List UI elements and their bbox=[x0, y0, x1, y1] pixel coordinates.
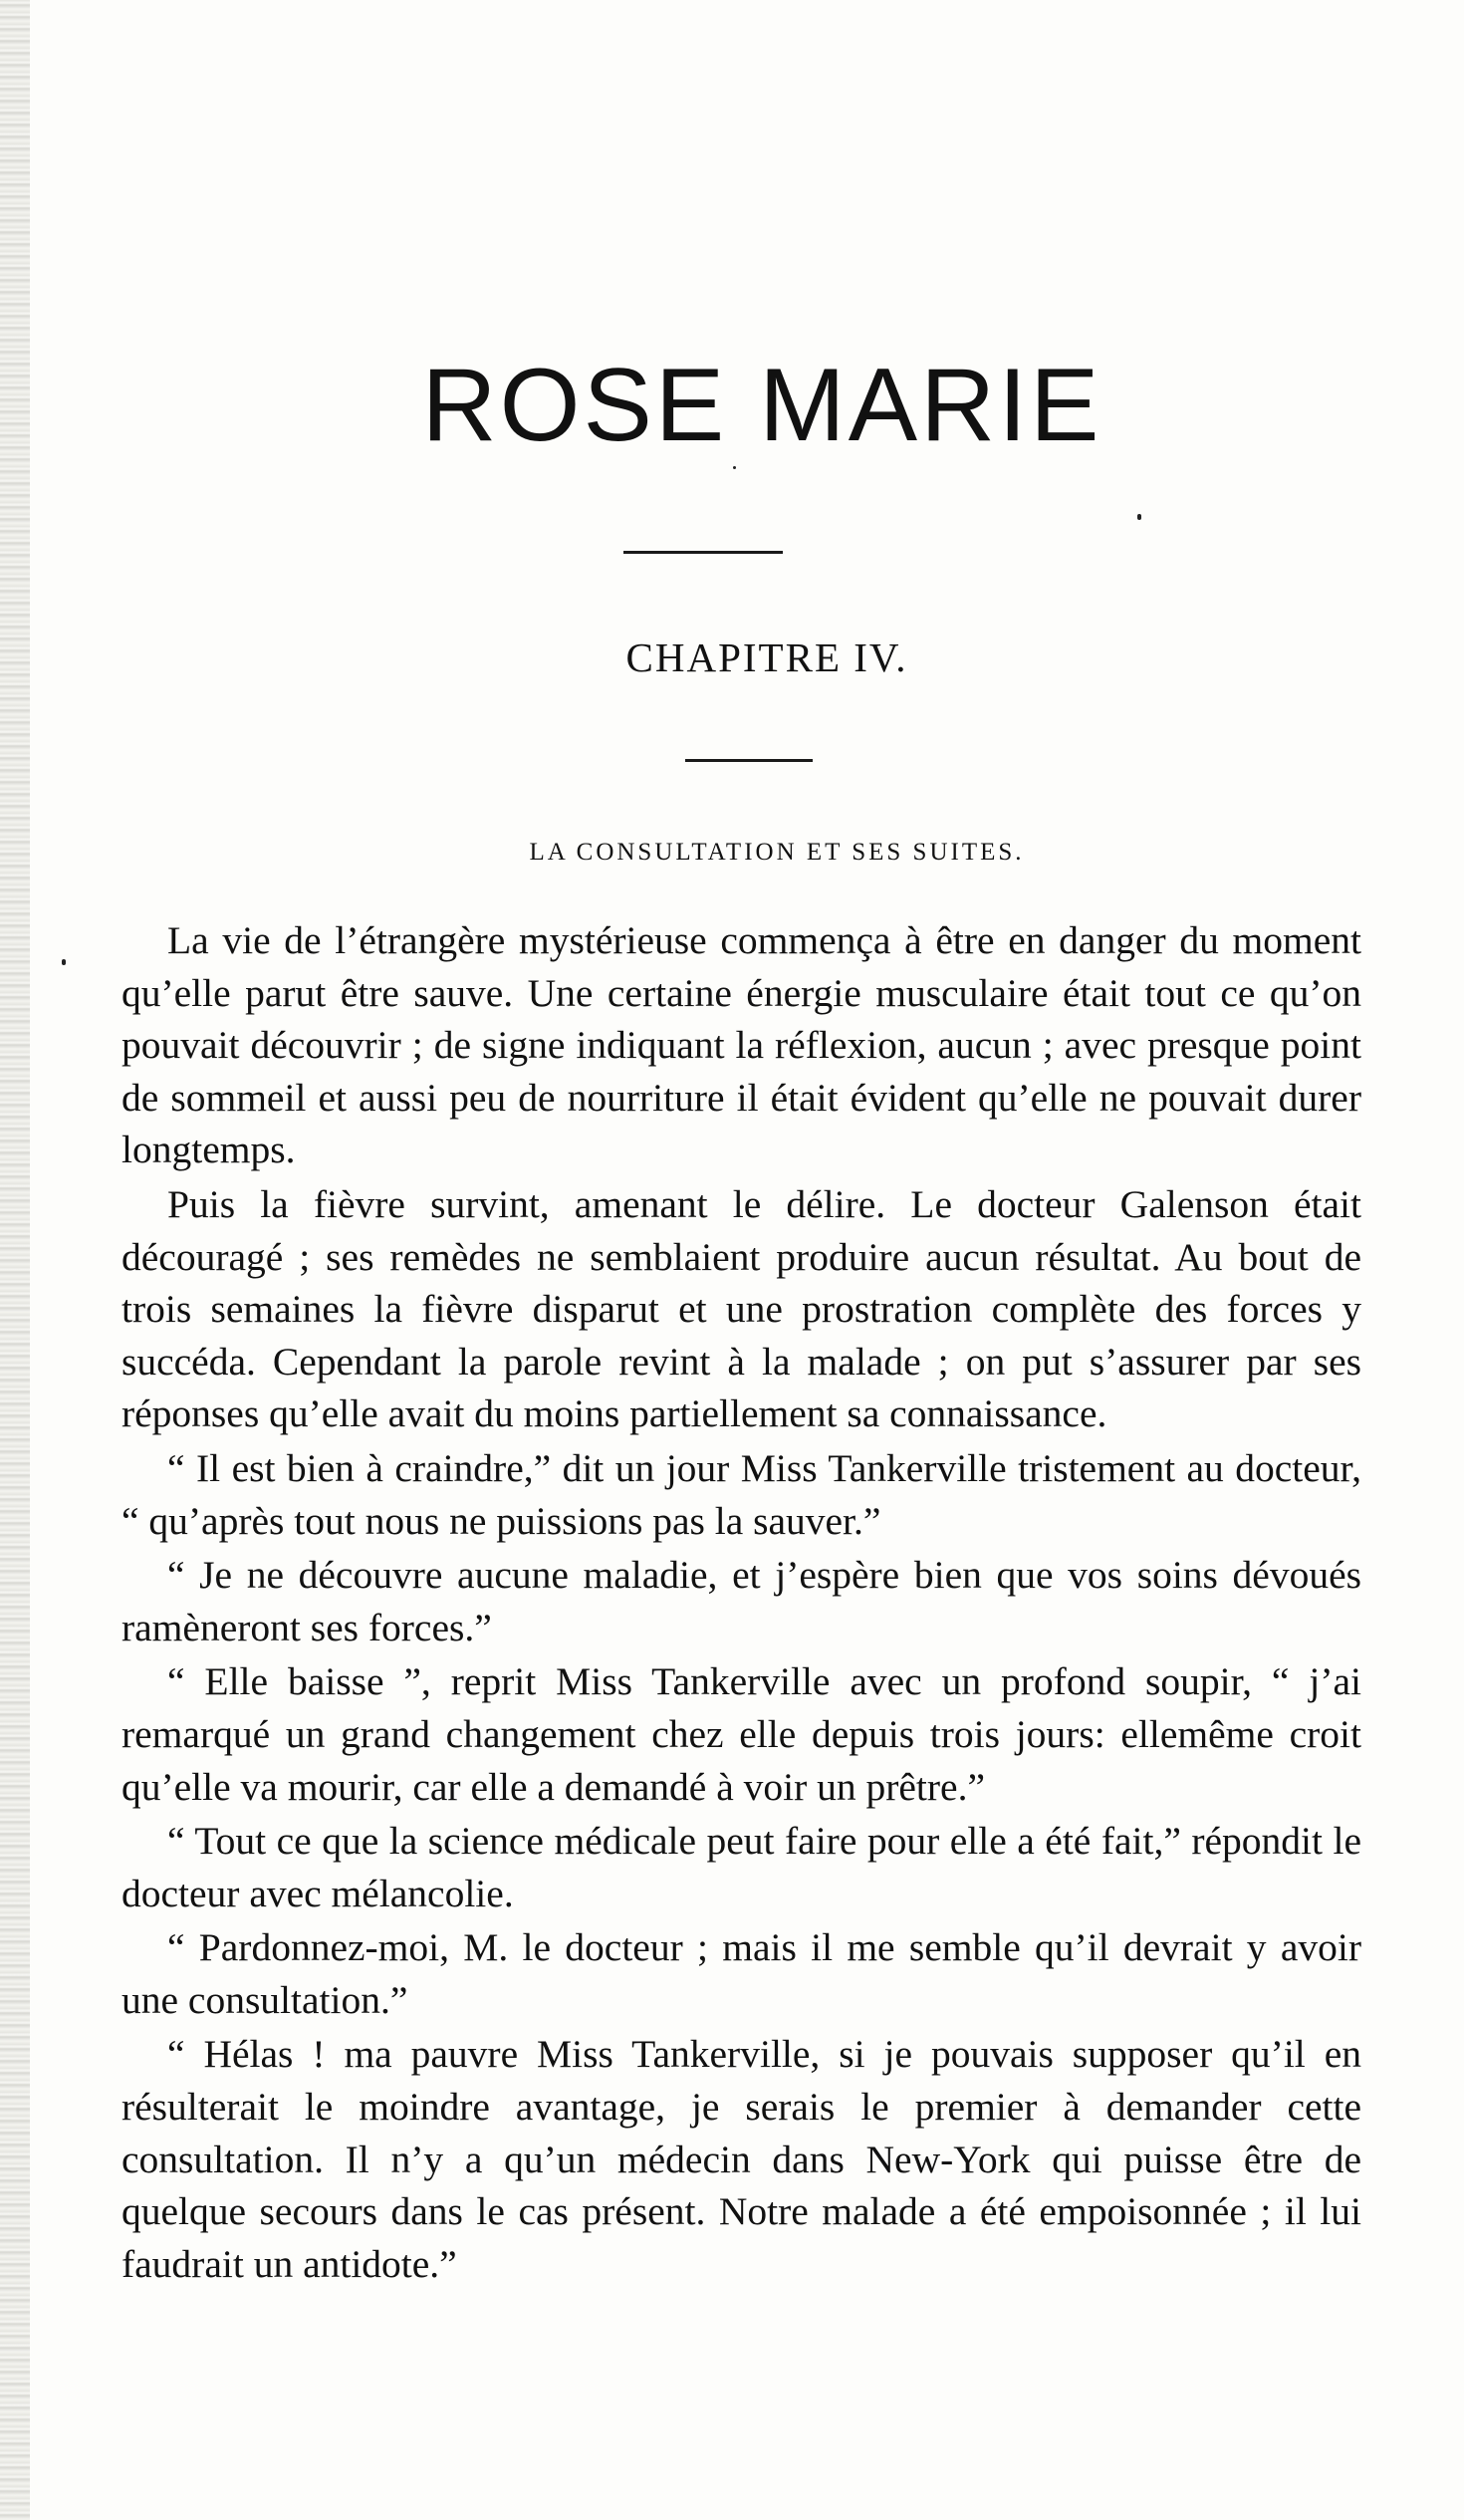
section-title: LA CONSULTATION ET SES SUITES. bbox=[529, 839, 1025, 866]
ink-speck bbox=[733, 466, 736, 469]
paragraph-8: “ Hélas ! ma pauvre Miss Tankerville, si je pouvais supposer qu’il en résulterait le moindre avantage, je serais le premier à demander cette consultation. Il n’y a qu’un médecin dans New-York qui puisse être de quelque secours dans le cas présent. Notre malade a été empoisonnée ; il lui faudrait un antidote.” bbox=[122, 2032, 1361, 2286]
paragraph-4: “ Je ne découvre aucune maladie, et j’espère bien que vos soins dévoués ramèneront ses forces.” bbox=[122, 1553, 1361, 1649]
ink-speck bbox=[1137, 514, 1141, 520]
book-title: ROSE MARIE bbox=[421, 348, 1102, 463]
paragraph-7: “ Pardonnez-moi, M. le docteur ; mais il me semble qu’il devrait y avoir une consultation.” bbox=[122, 1925, 1361, 2022]
ink-speck bbox=[62, 959, 66, 965]
paragraph-2: Puis la fièvre survint, amenant le délire. Le docteur Galenson était découragé ; ses remèdes ne semblaient produire aucun résultat. Au bout de trois semaines la fièvre disparut et une prostration complète des forces y succéda. Cependant la parole revint à la malade ; on put s’assurer par ses réponses qu’elle avait du moins partiellement sa connaissance. bbox=[122, 1181, 1361, 1436]
paragraph-3: “ Il est bien à craindre,” dit un jour Miss Tankerville tristement au docteur, “ qu’après tout nous ne puissions pas la sauver.” bbox=[122, 1445, 1361, 1543]
paragraph-1: La vie de l’étrangère mystérieuse commença à être en danger du moment qu’elle parut être sauve. Une certaine énergie musculaire était tout ce qu’on pouvait découvrir ; de signe indiquant la réflexion, aucun ; avec presque point de sommeil et aussi peu de nourriture il était évident qu’elle ne pouvait durer longtemps. bbox=[122, 918, 1361, 1172]
paragraph-6: “ Tout ce que la science médicale peut faire pour elle a été fait,” répondit le docteur avec mélancolie. bbox=[122, 1819, 1361, 1915]
title-divider-rule bbox=[623, 551, 783, 554]
chapter-divider-rule bbox=[685, 759, 813, 762]
paragraph-5: “ Elle baisse ”, reprit Miss Tankerville avec un profond soupir, “ j’ai remarqué un grand changement chez elle depuis trois jours: ellemême croit qu’elle va mourir, car elle a demandé à voir un prêtre.” bbox=[122, 1659, 1361, 1809]
chapter-body bbox=[122, 914, 1361, 2292]
chapter-heading: CHAPITRE IV. bbox=[625, 634, 908, 680]
